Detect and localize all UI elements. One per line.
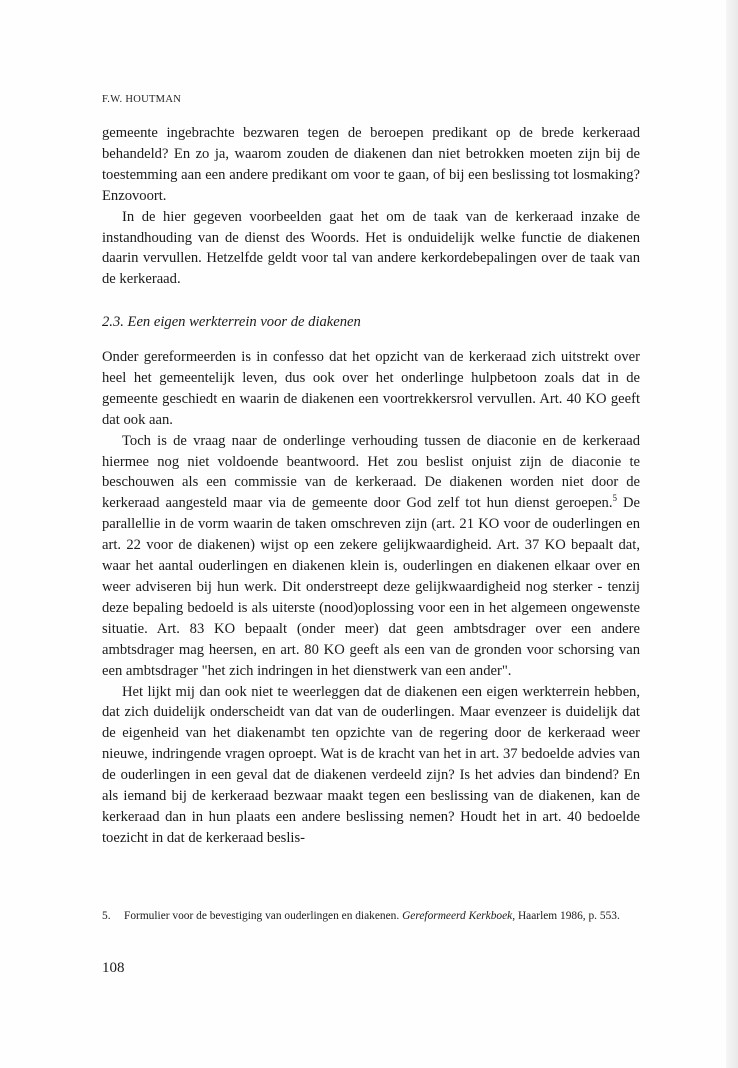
section-heading: 2.3. Een eigen werkterrein voor de diakenen	[102, 314, 361, 330]
paragraph-continued: gemeente ingebrachte bezwaren tegen de beroepen predikant op de brede kerkeraad behandeld? En zo ja, waarom zouden de diakenen dan niet betrokken moeten zijn bij de toestemming aan een andere predikant om voor te gaan, of bij een beslissing tot losmaking? Enzovoort.	[102, 125, 640, 204]
footnote-reference[interactable]: 5	[612, 493, 617, 504]
paragraph-confesso: Onder gereformeerden is in confesso dat het opzicht van de kerkeraad zich uitstrekt over heel het gemeentelijk leven, dus ook over het onderlinge hulpbetoon zoals dat in de gemeente geschiedt en waarin de diakenen een voortrekkersrol vervullen. Art. 40 KO geeft dat ook aan.	[102, 349, 640, 428]
page-edge-shadow	[726, 0, 738, 1068]
paragraph-diaconie-part1: Toch is de vraag naar de onderlinge verhouding tussen de diaconie en de kerkeraad hiermee nog niet voldoende beantwoord. Het zou beslist onjuist zijn de diaconie te beschouwen als een commissie van de kerkeraad. De diakenen worden niet door de kerkeraad aangesteld maar via de gemeente door God zelf tot hun dienst geroepen.	[102, 432, 640, 512]
footnote-text	[124, 908, 640, 925]
footnote-text-before: Formulier voor de bevestiging van ouderlingen en diakenen.	[124, 910, 403, 922]
body-text-section	[102, 347, 640, 849]
footnote-text-after: Haarlem 1986, p. 553.	[515, 910, 620, 922]
paragraph-examples: In de hier gegeven voorbeelden gaat het om de taak van de kerkeraad inzake de instandhouding van de dienst des Woords. Het is onduidelijk welke functie de diakenen daarin vervullen. Hetzelfde geldt voor tal van andere kerkordebepalingen over de taak van de kerkeraad.	[102, 208, 640, 288]
footnote-italic-title: Gereformeerd Kerkboek,	[402, 910, 516, 922]
body-text-top	[102, 123, 640, 290]
paragraph-diaconie-part2: De parallellie in de vorm waarin de taken omschreven zijn (art. 21 KO voor de ouderlingen en art. 22 voor de diakenen) wijst op een zekere gelijkwaardigheid. Art. 37 KO bepaalt dat, waar het aantal ouderlingen en diakenen klein is, ouderlingen en diakenen elkaar over en weer adviseren bij hun werk. Dit onderstreept deze gelijkwaardigheid nog sterker - tenzij deze bepaling bedoeld is als uiterste (nood)oplossing voor een in het algemeen ongewenste situatie. Art. 83 KO bepaalt (onder meer) dat geen ambtsdrager over een andere ambtsdrager mag heersen, en art. 80 KO geeft als een van de gronden voor schorsing van een ambtsdrager "het zich indringen in het dienstwerk van een ander".	[102, 495, 640, 679]
page-number: 108	[102, 960, 125, 976]
paragraph-diaconie	[102, 431, 640, 682]
running-head: F.W. HOUTMAN	[102, 94, 182, 105]
paragraph-werkterrein: Het lijkt mij dan ook niet te weerleggen dat de diakenen een eigen werkterrein hebben, dat zich duidelijk onderscheidt van dat van de ouderlingen. Maar evenzeer is duidelijk dat de eigenheid van het diakenambt ten opzichte van de regering door de kerkeraad weer nieuwe, indringende vragen oproept. Wat is de kracht van het in art. 37 bedoelde advies van de ouderlingen in een geval dat de diakenen verdeeld zijn? Is het advies dan bindend? En als iemand bij de kerkeraad bezwaar maakt tegen een beslissing van de diakenen, kan de kerkeraad dan in hun plaats een andere beslissing nemen? Houdt het in art. 40 bedoelde toezicht in dat de kerkeraad beslis-	[102, 683, 640, 846]
footnote-number: 5.	[102, 910, 111, 922]
footnote	[102, 908, 640, 925]
